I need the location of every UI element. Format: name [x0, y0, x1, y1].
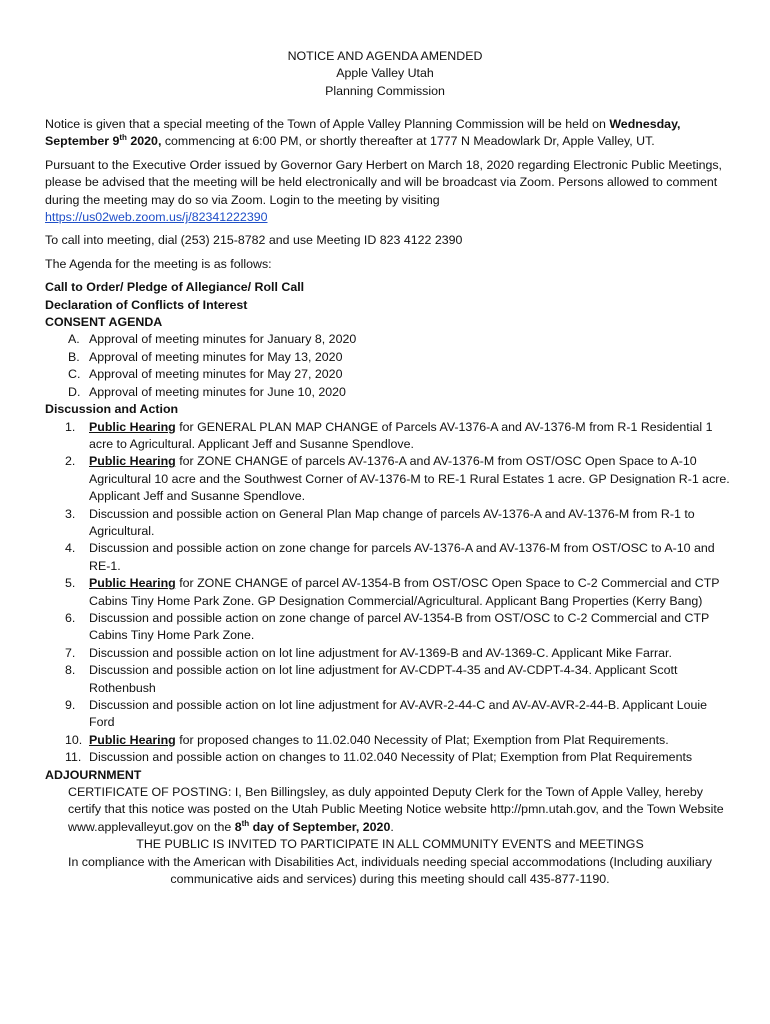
item-text: Approval of meeting minutes for June 10, 2020	[89, 384, 346, 399]
item-text: Discussion and possible action on changes to 11.02.040 Necessity of Plat; Exemption from Plat Requirements	[89, 750, 693, 765]
posting-month-year: day of September, 2020	[249, 819, 391, 834]
item-text: Approval of meeting minutes for May 27, 2020	[89, 367, 343, 382]
call-to-order-heading: Call to Order/ Pledge of Allegiance/ Roll Call	[45, 280, 305, 295]
posting-date	[234, 818, 394, 834]
item-marker: 9.	[65, 698, 76, 712]
discussion-heading: Discussion and Action	[45, 402, 179, 417]
list-item	[45, 366, 735, 383]
list-item	[45, 419, 735, 454]
notice-paragraph	[45, 116, 735, 151]
conflicts-heading: Declaration of Conflicts of Interest	[45, 297, 248, 312]
item-marker: B.	[68, 349, 80, 364]
list-item	[45, 384, 735, 401]
discussion-list	[45, 419, 735, 767]
list-item	[45, 610, 735, 645]
item-text: Approval of meeting minutes for January 8, 2020	[89, 332, 357, 347]
agenda-intro: The Agenda for the meeting is as follows:	[45, 256, 272, 271]
list-item	[45, 662, 735, 697]
public-hearing-label: Public Hearing	[89, 732, 176, 747]
item-marker: 8.	[65, 663, 76, 678]
item-marker: 10.	[65, 732, 83, 747]
header-town: Apple Valley Utah	[336, 66, 434, 81]
list-item	[45, 331, 735, 348]
item-marker: 6.	[65, 610, 76, 625]
item-marker: 7.	[65, 645, 76, 660]
zoom-link[interactable]: https://us02web.zoom.us/j/82341222390	[45, 210, 268, 225]
document-body	[45, 116, 735, 888]
header-body: Planning Commission	[325, 83, 445, 98]
item-marker: 2.	[65, 454, 76, 469]
item-marker: 3.	[65, 506, 76, 521]
notice-text-end: commencing at 6:00 PM, or shortly thereafter at 1777 N Meadowlark Dr, Apple Valley, UT.	[161, 134, 655, 149]
list-item	[45, 540, 735, 575]
list-item	[45, 506, 735, 541]
adjournment-heading: ADJOURNMENT	[45, 767, 142, 782]
executive-order-paragraph	[45, 157, 735, 227]
meeting-date-year: 2020,	[126, 134, 162, 149]
item-text: Discussion and possible action on zone change for parcels AV-1376-A and AV-1376-M from OST/OSC to A-10 and RE-1.	[89, 541, 715, 573]
posting-day: 8	[234, 819, 242, 834]
item-text: for GENERAL PLAN MAP CHANGE of Parcels AV-1376-A and AV-1376-M from R-1 Residential 1 acre to Agricultural. Applicant Jeff and Susanne Spendlove.	[89, 419, 713, 451]
item-marker: 4.	[65, 541, 76, 556]
certificate-of-posting	[45, 784, 735, 836]
consent-agenda-heading: CONSENT AGENDA	[45, 315, 163, 330]
list-item	[45, 575, 735, 610]
item-text: for ZONE CHANGE of parcels AV-1376-A and AV-1376-M from OST/OSC Open Space to A-10 Agricultural 10 acre and the Southwest Corner of AV-1376-M to RE-1 Rural Estates 1 acre. GP Designation R-1 acre. Applicant Jeff and Susanne Spendlove.	[89, 454, 730, 504]
public-hearing-label: Public Hearing	[89, 419, 176, 434]
item-marker: A.	[68, 332, 80, 347]
item-marker: 1.	[65, 419, 76, 434]
item-text: Discussion and possible action on General Plan Map change of parcels AV-1376-A and AV-1376-M from R-1 to Agricultural.	[89, 506, 695, 538]
header-title: NOTICE AND AGENDA AMENDED	[287, 49, 483, 63]
item-text: Discussion and possible action on lot line adjustment for AV-CDPT-4-35 and AV-CDPT-4-34. Applicant Scott Rothenbush	[89, 663, 678, 695]
item-marker: 11.	[65, 750, 82, 765]
item-text: Discussion and possible action on lot line adjustment for AV-AVR-2-44-C and AV-AV-AVR-2-44-B. Applicant Louie Ford	[89, 698, 708, 730]
notice-text: Notice is given that a special meeting of the Town of Apple Valley Planning Commission will be held on	[45, 117, 610, 131]
public-hearing-label: Public Hearing	[89, 454, 176, 469]
certificate-end: .	[390, 819, 394, 834]
meeting-date-suffix: th	[119, 133, 127, 143]
item-text: for proposed changes to 11.02.040 Necessity of Plat; Exemption from Plat Requirements.	[175, 732, 669, 747]
meeting-date-day: Wednesday, September 9	[45, 117, 681, 149]
executive-order-text: Pursuant to the Executive Order issued by Governor Gary Herbert on March 18, 2020 regarding Electronic Public Meetings, please be advised that the meeting will be held electronically and will be broadcast via Zoom. Persons allowed to comment during the meeting may do so via Zoom. Login to the meeting by visiting	[45, 157, 723, 207]
public-invitation: THE PUBLIC IS INVITED TO PARTICIPATE IN ALL COMMUNITY EVENTS and MEETINGS	[136, 837, 644, 852]
call-in-info: To call into meeting, dial (253) 215-8782 and use Meeting ID 823 4122 2390	[45, 233, 463, 248]
list-item	[45, 697, 735, 732]
item-text: Discussion and possible action on lot line adjustment for AV-1369-B and AV-1369-C. Applicant Mike Farrar.	[89, 645, 672, 660]
item-marker: D.	[68, 384, 81, 399]
list-item	[45, 645, 735, 662]
list-item	[45, 349, 735, 366]
list-item	[45, 732, 735, 749]
posting-day-suffix: th	[241, 818, 250, 828]
list-item	[45, 453, 735, 505]
public-hearing-label: Public Hearing	[89, 576, 176, 591]
item-marker: C.	[68, 367, 81, 382]
item-text: Approval of meeting minutes for May 13, 2020	[89, 349, 343, 364]
list-item	[45, 749, 735, 766]
item-marker: 5.	[65, 576, 76, 591]
consent-agenda-list	[45, 331, 735, 401]
item-text: for ZONE CHANGE of parcel AV-1354-B from OST/OSC Open Space to C-2 Commercial and CTP Cabins Tiny Home Park Zone. GP Designation Commercial/Agricultural. Applicant Bang Properties (Kerry Bang)	[89, 576, 720, 608]
item-text: Discussion and possible action on zone change of parcel AV-1354-B from OST/OSC to C-2 Commercial and CTP Cabins Tiny Home Park Zone.	[89, 610, 710, 643]
certificate-text: CERTIFICATE OF POSTING: I, Ben Billingsley, as duly appointed Deputy Clerk for the Town of Apple Valley, hereby certify that this notice was posted on the Utah Public Meeting Notice website http://pmn.utah.gov, and the Town Website www.applevalleyut.gov on the	[68, 785, 724, 834]
ada-notice: In compliance with the American with Disabilities Act, individuals needing special accommodations (Including auxiliary communicative aids and services) during this meeting should call 435-877-1190.	[68, 854, 712, 887]
document-header	[0, 48, 770, 100]
